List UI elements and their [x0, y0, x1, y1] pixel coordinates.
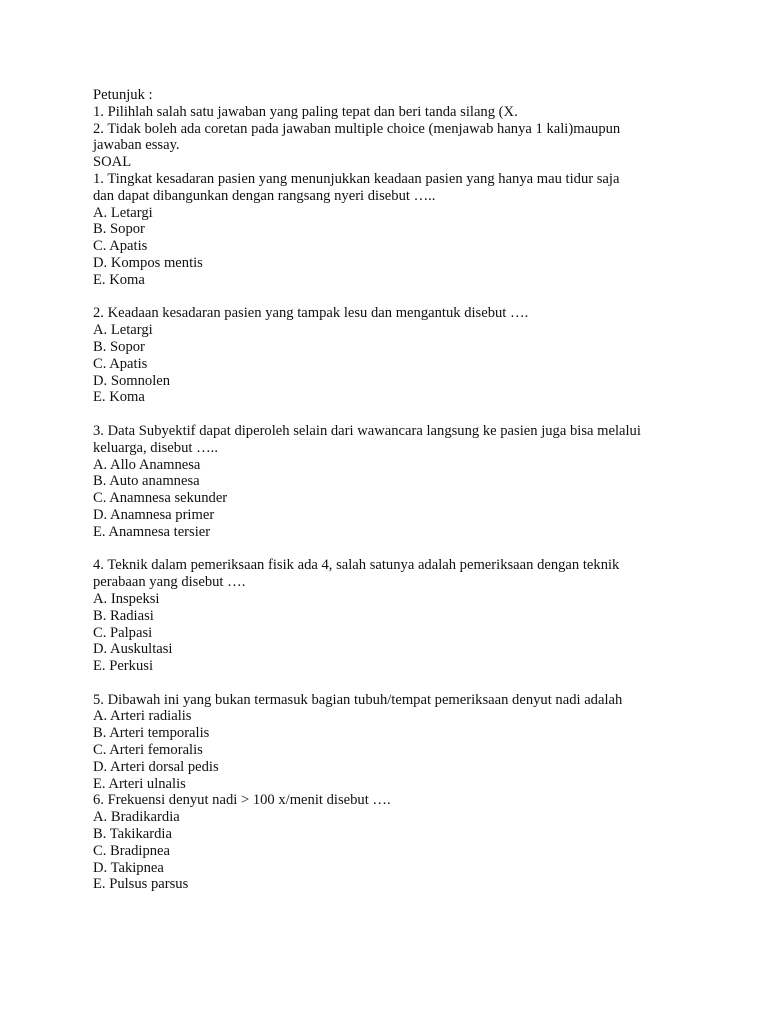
answer-option: D. Auskultasi — [93, 641, 173, 658]
answer-option: D. Takipnea — [93, 859, 164, 876]
answer-option: D. Anamnesa primer — [93, 506, 215, 523]
answer-option: B. Sopor — [93, 338, 145, 355]
question-stem: perabaan yang disebut …. — [93, 574, 246, 591]
question-stem: 3. Data Subyektif dapat diperoleh selain dari wawancara langsung ke pasien juga bisa melalui — [93, 422, 641, 439]
section-title: SOAL — [93, 154, 132, 171]
question-stem: 1. Tingkat kesadaran pasien yang menunjukkan keadaan pasien yang hanya mau tidur saja — [93, 170, 620, 187]
answer-option: D. Kompos mentis — [93, 254, 203, 271]
question-stem: dan dapat dibangunkan dengan rangsang nyeri disebut ….. — [93, 187, 436, 204]
question-1 — [93, 171, 693, 289]
answer-option: A. Arteri radialis — [93, 708, 192, 725]
answer-option: E. Anamnesa tersier — [93, 523, 211, 540]
answer-option: B. Sopor — [93, 221, 145, 238]
answer-option: C. Arteri femoralis — [93, 742, 203, 759]
question-6 — [93, 792, 693, 893]
answer-option: A. Allo Anamnesa — [93, 456, 201, 473]
answer-option: E. Perkusi — [93, 658, 153, 675]
question-stem: keluarga, disebut ….. — [93, 439, 218, 456]
question-stem: 5. Dibawah ini yang bukan termasuk bagian tubuh/tempat pemeriksaan denyut nadi adalah — [93, 691, 623, 708]
answer-option: E. Koma — [93, 271, 145, 288]
question-5 — [93, 692, 693, 793]
answer-option: C. Apatis — [93, 355, 148, 372]
answer-option: D. Somnolen — [93, 372, 171, 389]
instructions-heading: Petunjuk : — [93, 87, 153, 103]
instruction-line: 1. Pilihlah salah satu jawaban yang paling tepat dan beri tanda silang (X. — [93, 103, 518, 120]
answer-option: E. Arteri ulnalis — [93, 775, 186, 792]
blank-line — [93, 541, 693, 558]
answer-option: A. Bradikardia — [93, 809, 180, 826]
question-2 — [93, 305, 693, 406]
answer-option: C. Apatis — [93, 238, 148, 255]
answer-option: C. Bradipnea — [93, 842, 171, 859]
question-4 — [93, 557, 693, 675]
answer-option: A. Letargi — [93, 322, 153, 339]
answer-option: B. Auto anamnesa — [93, 473, 200, 490]
answer-option: A. Inspeksi — [93, 590, 160, 607]
instruction-line: 2. Tidak boleh ada coretan pada jawaban multiple choice (menjawab hanya 1 kali)maupun — [93, 120, 621, 137]
blank-line — [93, 675, 693, 692]
question-stem: 6. Frekuensi denyut nadi > 100 x/menit disebut …. — [93, 792, 391, 809]
answer-option: A. Letargi — [93, 204, 153, 221]
instruction-line: jawaban essay. — [93, 137, 180, 154]
answer-option: E. Pulsus parsus — [93, 876, 189, 893]
answer-option: B. Arteri temporalis — [93, 725, 210, 742]
answer-option: E. Koma — [93, 389, 145, 406]
answer-option: C. Anamnesa sekunder — [93, 490, 228, 507]
answer-option: D. Arteri dorsal pedis — [93, 758, 219, 775]
question-3 — [93, 423, 693, 541]
answer-option: C. Palpasi — [93, 624, 153, 641]
answer-option: B. Takikardia — [93, 826, 172, 843]
answer-option: B. Radiasi — [93, 607, 154, 624]
document-page — [93, 87, 693, 893]
blank-line — [93, 289, 693, 306]
question-stem: 2. Keadaan kesadaran pasien yang tampak lesu dan mengantuk disebut …. — [93, 305, 529, 322]
blank-line — [93, 406, 693, 423]
question-stem: 4. Teknik dalam pemeriksaan fisik ada 4, salah satunya adalah pemeriksaan dengan teknik — [93, 557, 620, 574]
